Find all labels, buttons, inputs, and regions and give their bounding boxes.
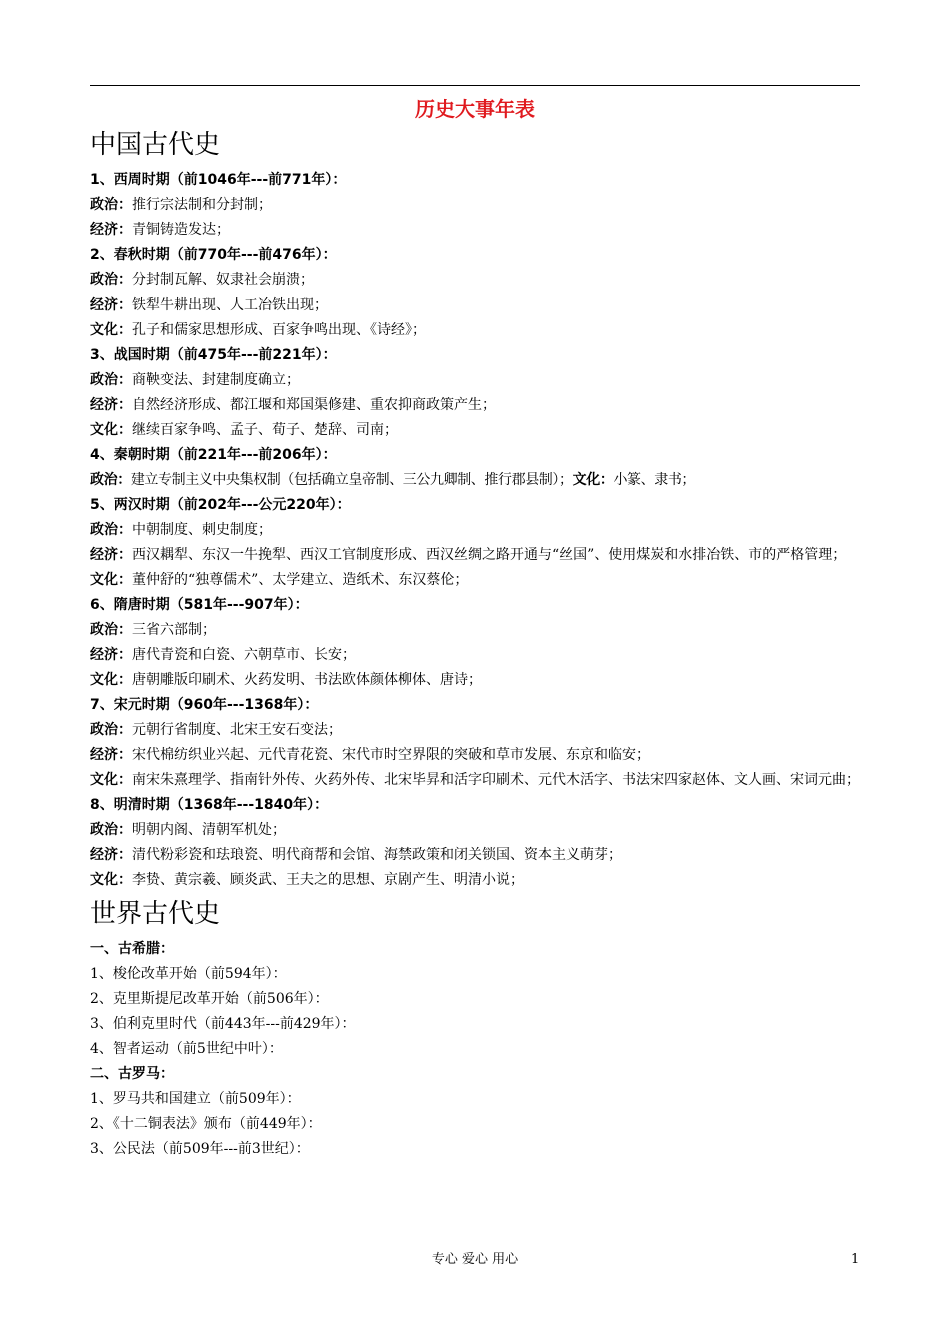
line-label: 文化： <box>90 572 132 588</box>
world-event: 4、智者运动（前5世纪中叶）： <box>90 1041 283 1057</box>
line-label: 政治： <box>90 472 131 488</box>
world-group-list <box>90 937 862 1162</box>
line-text: 董仲舒的“独尊儒术”、太学建立、造纸术、东汉蔡伦； <box>132 572 469 588</box>
line-label: 政治： <box>90 372 132 388</box>
period-block <box>90 693 862 793</box>
period-line <box>90 768 862 793</box>
line-label: 经济： <box>90 297 132 313</box>
period-title: 2、春秋时期（前770年---前476年）： <box>90 247 337 263</box>
section-title-china: 中国古代史 <box>90 130 221 160</box>
world-event: 1、罗马共和国建立（前509年）： <box>90 1091 301 1107</box>
line-label: 经济： <box>90 547 132 563</box>
period-line <box>90 418 862 443</box>
line-text: 青铜铸造发达； <box>132 222 230 238</box>
world-group-title: 一、古希腊： <box>90 941 174 957</box>
line-label: 文化： <box>90 322 132 338</box>
line-text: 小篆、隶书； <box>613 472 696 488</box>
period-block <box>90 493 862 593</box>
line-text: 中朝制度、刺史制度； <box>132 522 272 538</box>
period-line <box>90 818 862 843</box>
period-title: 7、宋元时期（960年---1368年）： <box>90 697 319 713</box>
period-line <box>90 618 862 643</box>
period-line <box>90 668 862 693</box>
line-text: 孔子和儒家思想形成、百家争鸣出现、《诗经》； <box>132 322 426 338</box>
period-line <box>90 718 862 743</box>
line-text: 西汉耦犁、东汉一牛挽犁、西汉工官制度形成、西汉丝绸之路开通与“丝国”、使用煤炭和水排冶铁、市的严格管理； <box>132 547 847 563</box>
page-number: 1 <box>851 1252 860 1267</box>
world-event: 3、公民法（前509年---前3世纪）： <box>90 1141 310 1157</box>
period-title: 3、战国时期（前475年---前221年）： <box>90 347 337 363</box>
line-label: 政治： <box>90 197 132 213</box>
period-title: 4、秦朝时期（前221年---前206年）： <box>90 447 337 463</box>
period-line <box>90 868 862 893</box>
line-text: 建立专制主义中央集权制（包括确立皇帝制、三公九卿制、推行郡县制）； <box>130 472 573 488</box>
period-block <box>90 168 862 243</box>
period-block <box>90 243 862 343</box>
period-title: 1、西周时期（前1046年---前771年）： <box>90 172 347 188</box>
line-label: 经济： <box>90 647 132 663</box>
line-text: 分封制瓦解、奴隶社会崩溃； <box>132 272 314 288</box>
line-label: 政治： <box>90 272 132 288</box>
world-group-title: 二、古罗马： <box>90 1066 174 1082</box>
period-block <box>90 593 862 693</box>
line-text: 铁犁牛耕出现、人工冶铁出现； <box>132 297 328 313</box>
line-label: 政治： <box>90 822 132 838</box>
line-text: 明朝内阁、清朝军机处； <box>132 822 286 838</box>
line-text: 李贽、黄宗羲、顾炎武、王夫之的思想、京剧产生、明清小说； <box>132 872 524 888</box>
line-label: 文化： <box>90 872 132 888</box>
period-line <box>90 643 862 668</box>
world-event: 3、伯利克里时代（前443年---前429年）： <box>90 1016 356 1032</box>
line-label: 文化： <box>90 772 132 788</box>
line-text: 清代粉彩瓷和珐琅瓷、明代商帮和会馆、海禁政策和闭关锁国、资本主义萌芽； <box>132 847 622 863</box>
world-event: 1、梭伦改革开始（前594年）： <box>90 966 287 982</box>
world-event: 2、克里斯提尼改革开始（前506年）： <box>90 991 329 1007</box>
world-group <box>90 1062 862 1162</box>
line-text: 推行宗法制和分封制； <box>132 197 272 213</box>
header-rule <box>90 85 860 86</box>
period-line <box>90 368 862 393</box>
period-block <box>90 343 862 443</box>
world-event: 2、《十二铜表法》颁布（前449年）： <box>90 1116 322 1132</box>
period-line <box>90 468 862 493</box>
line-label: 经济： <box>90 222 132 238</box>
period-line <box>90 268 862 293</box>
period-line <box>90 518 862 543</box>
line-label: 经济： <box>90 747 132 763</box>
period-title: 6、隋唐时期（581年---907年）： <box>90 597 309 613</box>
period-block <box>90 793 862 893</box>
line-text: 继续百家争鸣、孟子、荀子、楚辞、司南； <box>132 422 398 438</box>
period-line <box>90 393 862 418</box>
china-period-list <box>90 168 862 893</box>
period-line <box>90 193 862 218</box>
line-text: 唐代青瓷和白瓷、六朝草市、长安； <box>132 647 356 663</box>
line-label: 文化： <box>90 422 132 438</box>
period-line <box>90 293 862 318</box>
period-block <box>90 443 862 493</box>
line-text: 唐朝雕版印刷术、火药发明、书法欧体颜体柳体、唐诗； <box>132 672 482 688</box>
line-label: 经济： <box>90 397 132 413</box>
line-text: 南宋朱熹理学、指南针外传、火药外传、北宋毕昇和活字印刷术、元代木活字、书法宋四家赵体、文人画、宋词元曲； <box>132 772 860 788</box>
document-title: 历史大事年表 <box>415 97 535 121</box>
line-text: 宋代棉纺织业兴起、元代青花瓷、宋代市时空界限的突破和草市发展、东京和临安； <box>132 747 650 763</box>
line-label: 政治： <box>90 622 132 638</box>
line-text: 三省六部制； <box>132 622 216 638</box>
period-line <box>90 218 862 243</box>
period-title: 5、两汉时期（前202年---公元220年）： <box>90 497 351 513</box>
line-label: 政治： <box>90 722 132 738</box>
line-label: 政治： <box>90 522 132 538</box>
period-line <box>90 543 862 568</box>
section-title-world: 世界古代史 <box>90 899 221 929</box>
period-line <box>90 843 862 868</box>
line-text: 商鞅变法、封建制度确立； <box>132 372 300 388</box>
line-label: 文化： <box>572 472 614 488</box>
period-title: 8、明清时期（1368年---1840年）： <box>90 797 329 813</box>
period-line <box>90 568 862 593</box>
world-group <box>90 937 862 1062</box>
period-line <box>90 318 862 343</box>
line-text: 自然经济形成、都江堰和郑国渠修建、重农抑商政策产生； <box>132 397 496 413</box>
line-text: 元朝行省制度、北宋王安石变法； <box>132 722 342 738</box>
line-label: 经济： <box>90 847 132 863</box>
page-footer: 专心 爱心 用心 <box>431 1252 519 1267</box>
document-body <box>90 126 862 1162</box>
line-label: 文化： <box>90 672 132 688</box>
period-line <box>90 743 862 768</box>
